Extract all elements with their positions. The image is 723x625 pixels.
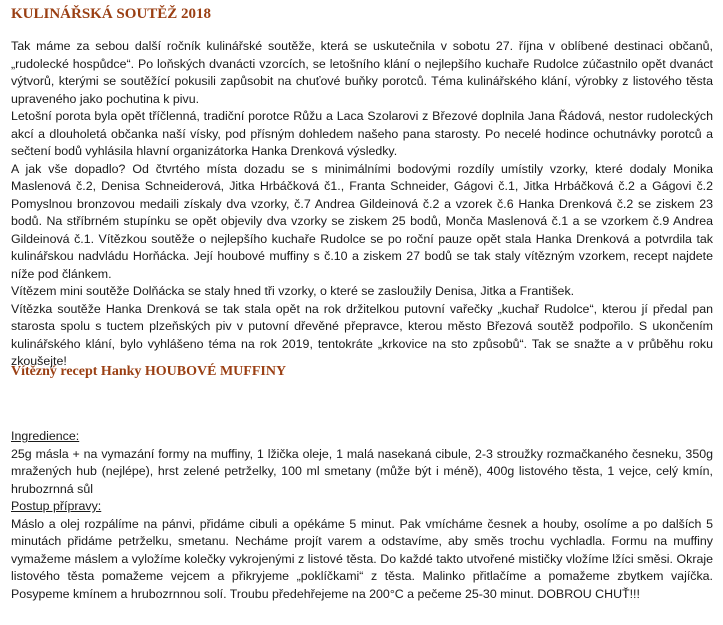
article-body [11,38,713,371]
ingredients-label: Ingredience: [11,429,80,443]
ingredients-text: 25g másla + na vymazání formy na muffiny, 1 lžička oleje, 1 malá nasekaná cibule, 2-3 stroužky rozmačkaného česneku, 350g mražených hub (nejlépe), hrst zelené petrželky, 100 ml smetany (může být i méně), 400g listového těsta, 1 vejce, celý kmín, hrubozrnná sůl [11,446,713,496]
article-paragraph: Vítězka soutěže Hanka Drenková se tak stala opět na rok držitelkou putovní vařečky „kuchař Rudolce“, kterou jí předal pan starosta spolu s tuctem plzeňských piv v putovní dřevěné přepravce, kterou město Březová soutěž podpořilo. S ukončením kulinářského klání, bylo vyhlášeno téma na rok 2019, tentokráte „krkovice na sto způsobů“. Tak se snažte a v průběhu roku zkoušejte! [11,301,713,368]
article-paragraph: Vítězem mini soutěže Dolňácka se staly hned tři vzorky, o které se zasloužily Denisa, Jitka a František. [11,284,575,298]
article-paragraph: A jak vše dopadlo? Od čtvrtého místa dozadu se s minimálními bodovými rozdíly umístily vzorky, které dodaly Monika Maslenová č.2, Denisa Schneiderová, Jitka Hrbáčková č1., Franta Schneider, Gágovi č.1, Jitka Hrbáčková č.2 a Gágovi č.2 Pomyslnou bronzovou medaili získaly dva vzorky, č.7 Andrea Gildeinová č.2 a vzorek č.6 Hanka Drenková č.2 se ziskem 23 bodů. Na stříbrném stupínku se opět objevily dva vzorky se ziskem 25 bodů, Monča Maslenová č.1 a se vzorkem č.9 Andrea Gildeinová č.1. Vítězkou soutěže o nejlepšího kuchaře Rudolce se po roční pauze opět stala Hanka Drenková a potvrdila tak kulinářskou nadvládu Horňácka. Její houbové muffiny s č.10 a ziskem 27 bodů se tak staly vítězným vzorkem, recept najdete níže pod článkem. [11,161,713,281]
article-paragraph: Letošní porota byla opět tříčlenná, tradiční porotce Růžu a Laca Szolarovi z Březové doplnila Jana Řádová, nestor rudoleckých akcí a dlouholetá občanka naší vísky, pod přísným dohledem našeho pana starosty. Po necelé hodince ochutnávky porotců a sečtení bodů vyhlásila hlavní organizátorka Hanka Drenková výsledky. [11,109,713,158]
steps-text: Máslo a olej rozpálíme na pánvi, přidáme cibuli a opékáme 5 minut. Pak vmícháme česnek a houby, osolíme a po dalších 5 minutách přidáme petrželku, smetanu. Necháme projít varem a odstavíme, aby směs trochu vychladla. Formu na muffiny vymažeme máslem a vyložíme kolečky vykrojenými z listové těsta. Do každé takto utvořené mističky vložíme lžíci směsi. Okraje listového těsta pomažeme vejcem a přikryjeme „poklíčkami“ z těsta. Malinko přitlačíme a pomažeme zbytkem vajíčka. Posypeme kmínem a hrubozrnnou solí. Troubu předehřejeme na 200°C a pečeme 25-30 minut. DOBROU CHUŤ!!! [11,516,713,601]
article-title: KULINÁŘSKÁ SOUTĚŽ 2018 [11,6,212,22]
recipe-heading: Vítězný recept Hanky HOUBOVÉ MUFFINY [11,364,287,379]
article-paragraph: Tak máme za sebou další ročník kulinářské soutěže, která se uskutečnila v sobotu 27. října v oblíbené destinaci občanů, „rudolecké hospůdce“. Po loňských dvanácti vzorcích, se letošního klání o nejlepšího kuchaře Rudolce zúčastnilo opět dvanáct výtvorů, kterými se soutěžící pokusili zapůsobit na chuťové buňky porotců. Téma kulinářského klání, výrobky z listového těsta upraveného jako pochutina k pivu. [11,39,713,106]
recipe-body [11,428,713,603]
steps-label: Postup přípravy: [11,499,102,513]
